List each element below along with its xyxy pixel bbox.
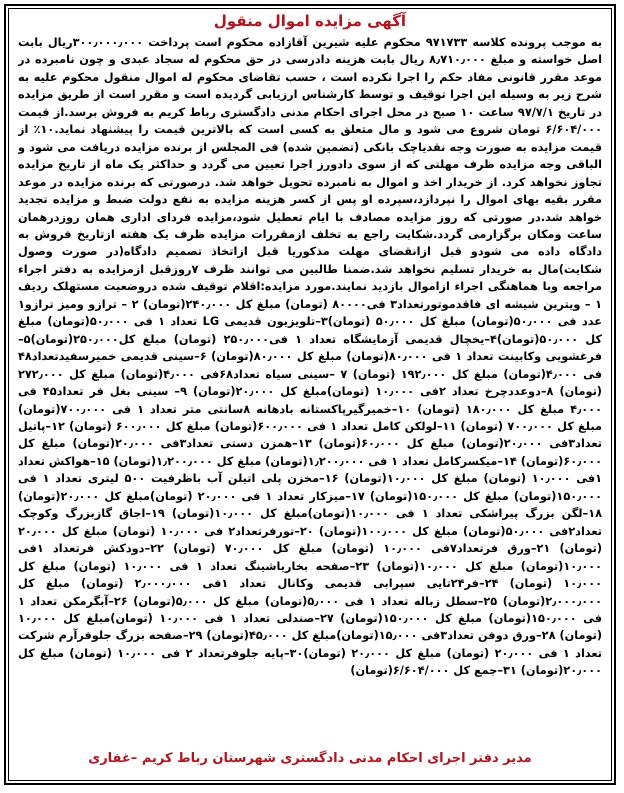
notice-body-paragraph: به موجب پرونده کلاسه ۹۷۱۷۳۳ محکوم علیه شیرین آقازاده محکوم است پرداخت ۳۰۰٫۰۰۰٫۰۰۰ریال بابت اصل خواسته و مبلغ ۸٫۷۱۰٫۰۰۰ ریال بابت هزینه دادرسی در حق محکوم له سجاد عبدی و چون نامبرده در موعد مقرر قانونی مفاد حکم را اجرا نکرده است ، حسب تقاضای محکوم له اموال منقول محکوم علیه به شرح زیر به وسیله این اجرا توقیف و توسط کارشناس ارزیابی گردیده است و مقرر است از طریق مزایده در تاریخ ۹۷/۷/۱ ساعت ۱۰ صبح در محل اجرای احکام مدنی دادگستری رباط کریم به فروش برسد.از قیمت ۶/۶۰۴/۰۰۰ تومان شروع می شود و مال متعلق به کسی است که بالاترین قیمت را پیشنهاد نماید.۱۰٪ از قیمت مزایده به صورت وجه نقدیاچک بانکی (تضمین شده) فی المجلس از برنده مزایده دریافت می شود و الباقی وجه مزایده ظرف مهلتی که از سوی دادورز اجرا تعیین می گردد و حداکثر یک ماه از تاریخ مزایده تجاوز نخواهد کرد. از خریدار اخذ و اموال به نامبرده تحویل خواهد شد. درصورتی که برنده مزایده در موعد مقرر بقیه بهای اموال را نپردازد،سپرده او پس از کسر هزینه مزایده به نفع دولت ضبط و مزایده تجدید خواهد شد.در صورتی که روز مزایده مصادف با ایام تعطیل شود،مزایده فردای اداری همان روزدرهمان ساعت ومکان برگزارمی گردد.شکایت راجع به تخلف ازمقررات مزایده ظرف یک هفته ازتاریخ فروش به دادگاه داده می شودو قبل ازانقضای مهلت مذکوریا قبل ازاتخاذ تصمیم دادگاه(در صورت وصول شکایت)مال به خریدار تسلیم نخواهد شد.ضمنا طالبین می توانند ظرف ۷روزقبل ازمزایده به دفتر اجراء مراجعه وبا هماهنگی اجراء ازاموال بازدید نمایند.مورد مزایده:اقلام توقیف شده دروضعیت مستهلک ردیف ۱ – ویترین شیشه ای فاقدموتورتعداد۳ فی۸۰۰۰۰ (تومان) مبلغ کل ۲۴۰٫۰۰۰(تومان) ۲ – ترازو ومیز ترازو۱ عدد فی ۵۰٫۰۰۰(تومان) مبلغ کل ۵۰٫۰۰۰ (تومان)۳–تلویزیون قدیمی LG تعداد ۱ فی ۵۰٫۰۰۰(تومان) مبلغ کل ۵۰٫۰۰۰(تومان)۴–یخچال قدیمی آزمایشگاه تعداد ۱ فی۲۵۰٫۰۰۰ (تومان) مبلغ کل۲۵۰٫۰۰۰(تومان)۵–فرغشویی وکابینت تعداد ۱ فی ۸۰٫۰۰۰(تومان) مبلغ کل ۸۰٫۰۰۰(تومان) ۶–سینی قدیمی خمیرسفیدتعداد۴۸ فی ۴٫۰۰۰(تومان) مبلغ کل ۱۹۲٫۰۰۰ (تومان) ۷ –سینی سیاه تعداد۶۸فی ۴٫۰۰۰(تومان) مبلغ کل ۲۷۲٫۰۰۰ (تومان) ۸–دوعددچرخ تعداد ۲فی ۱۰٫۰۰۰ (تومان)مبلغ کل ۲۰٫۰۰۰(تومان) ۹– سینی بغل فر تعداد۴۵ فی ۴٫۰۰۰ مبلغ کل ۱۸۰٫۰۰۰ (تومان) ۱۰–خمیرگیرپاکستانه بادهانه ۸سانتی متر تعداد ۱ فی ۷۰۰٫۰۰۰(تومان) مبلغ کل ۷۰۰٫۰۰۰ (تومان) ۱۱–لولکن کامل تعداد ۱ فی ۶۰۰٫۰۰۰(تومان) مبلغ کل ۶۰۰٫۰۰۰ (تومان) ۱۲–پاتیل تعداد۳فی ۲۰٫۰۰۰(تومان) مبلغ کل ۶۰٫۰۰۰(تومان) ۱۳–همزن دستی تعداد۳فی ۲۰٫۰۰۰(تومان) مبلغ کل ۶۰٫۰۰۰(تومان) ۱۴–میکسرکامل تعداد ۱ فی ۱٫۲۰۰٫۰۰۰(تومان) مبلغ کل ۱٫۲۰۰٫۰۰۰(تومان) ۱۵–هواکش تعداد ۱فی ۱۰٫۰۰۰ (تومان) مبلغ کل ۱۰٫۰۰۰(تومان) ۱۶–مخزن پلی اتیلن آب باظرفیت ۵۰۰ لیتری تعداد ۱ فی ۱۵۰٫۰۰۰(تومان) مبلغ کل ۱۵۰٫۰۰۰(تومان) ۱۷–میزکار تعداد ۱ فی ۲۰٫۰۰۰ (تومان)مبلغ کل ۲۰٫۰۰۰(تومان) ۱۸–لگن بزرگ پیراشکی تعداد ۱ فی ۱۰٫۰۰۰(تومان)مبلغ کل ۱۰٫۰۰۰(تومان) ۱۹–اجاق گازبزرگ وکوچک تعداد۲فی ۵۰٫۰۰۰(تومان) مبلغ کل ۱۰۰٫۰۰۰(تومان) ۲۰–تورفرتعداد۲ فی ۱۰٫۰۰۰ (تومان) مبلغ کل ۲۰٫۰۰۰ (تومان) ۲۱–ورق فرتعداد۷فی ۱۰٫۰۰۰ (تومان) مبلغ کل ۷۰٫۰۰۰ (تومان) ۲۲–دودکش فرتعداد ۱فی ۱۰٫۰۰۰(تومان) مبلغ کل ۱۰٫۰۰۰(تومان) ۲۳–صفحه بخاریاشینگ تعداد ۱ فی ۱۰٫۰۰۰ (تومان) مبلغ کل ۱۰٫۰۰۰ (تومان) ۲۴–فر۲۴تایی سپرابی قدیمی وکانال تعداد ۱فی ۲٫۰۰۰٫۰۰۰ (تومان) مبلغ کل ۲٫۰۰۰٫۰۰۰(تومان) ۲۵–سطل زباله تعداد ۱ فی ۵٫۰۰۰(تومان) مبلغ کل ۵٫۰۰۰(تومان) ۲۶–آبگرمکن تعداد ۱ فی ۱۵۰٫۰۰۰(تومان) مبلغ کل ۱۵۰٫۰۰۰(تومان) ۲۷–صندلی تعداد ۱ فی ۱۰٫۰۰۰ (تومان)مبلغ کل ۱۰٫۰۰۰ (تومان) ۲۸–ورق دوفن تعداد۳فی ۱۵٫۰۰۰(تومان)مبلغ کل ۴۵٫۰۰۰(تومان) ۲۹–صفحه بزرگ جلوفرآرم شرکت تعداد ۱ فی ۲۰٫۰۰۰ (تومان) مبلغ کل ۲۰٫۰۰۰ (تومان)۳۰–پایه جلوفرتعداد ۲ فی ۱۰٫۰۰۰ (تومان) مبلغ کل ۲۰٫۰۰۰(تومان) ۳۱–جمع کل ۶/۶۰۴/۰۰۰(تومان) xyxy=(18,36,602,678)
notice-body xyxy=(18,34,602,739)
notice-frame xyxy=(4,4,616,785)
notice-title: آگهی مزایده اموال منقول xyxy=(213,12,407,30)
notice-signature: مدیر دفتر اجرای احکام مدنی دادگستری شهرستان رباط کریم –غفاری xyxy=(88,751,532,766)
